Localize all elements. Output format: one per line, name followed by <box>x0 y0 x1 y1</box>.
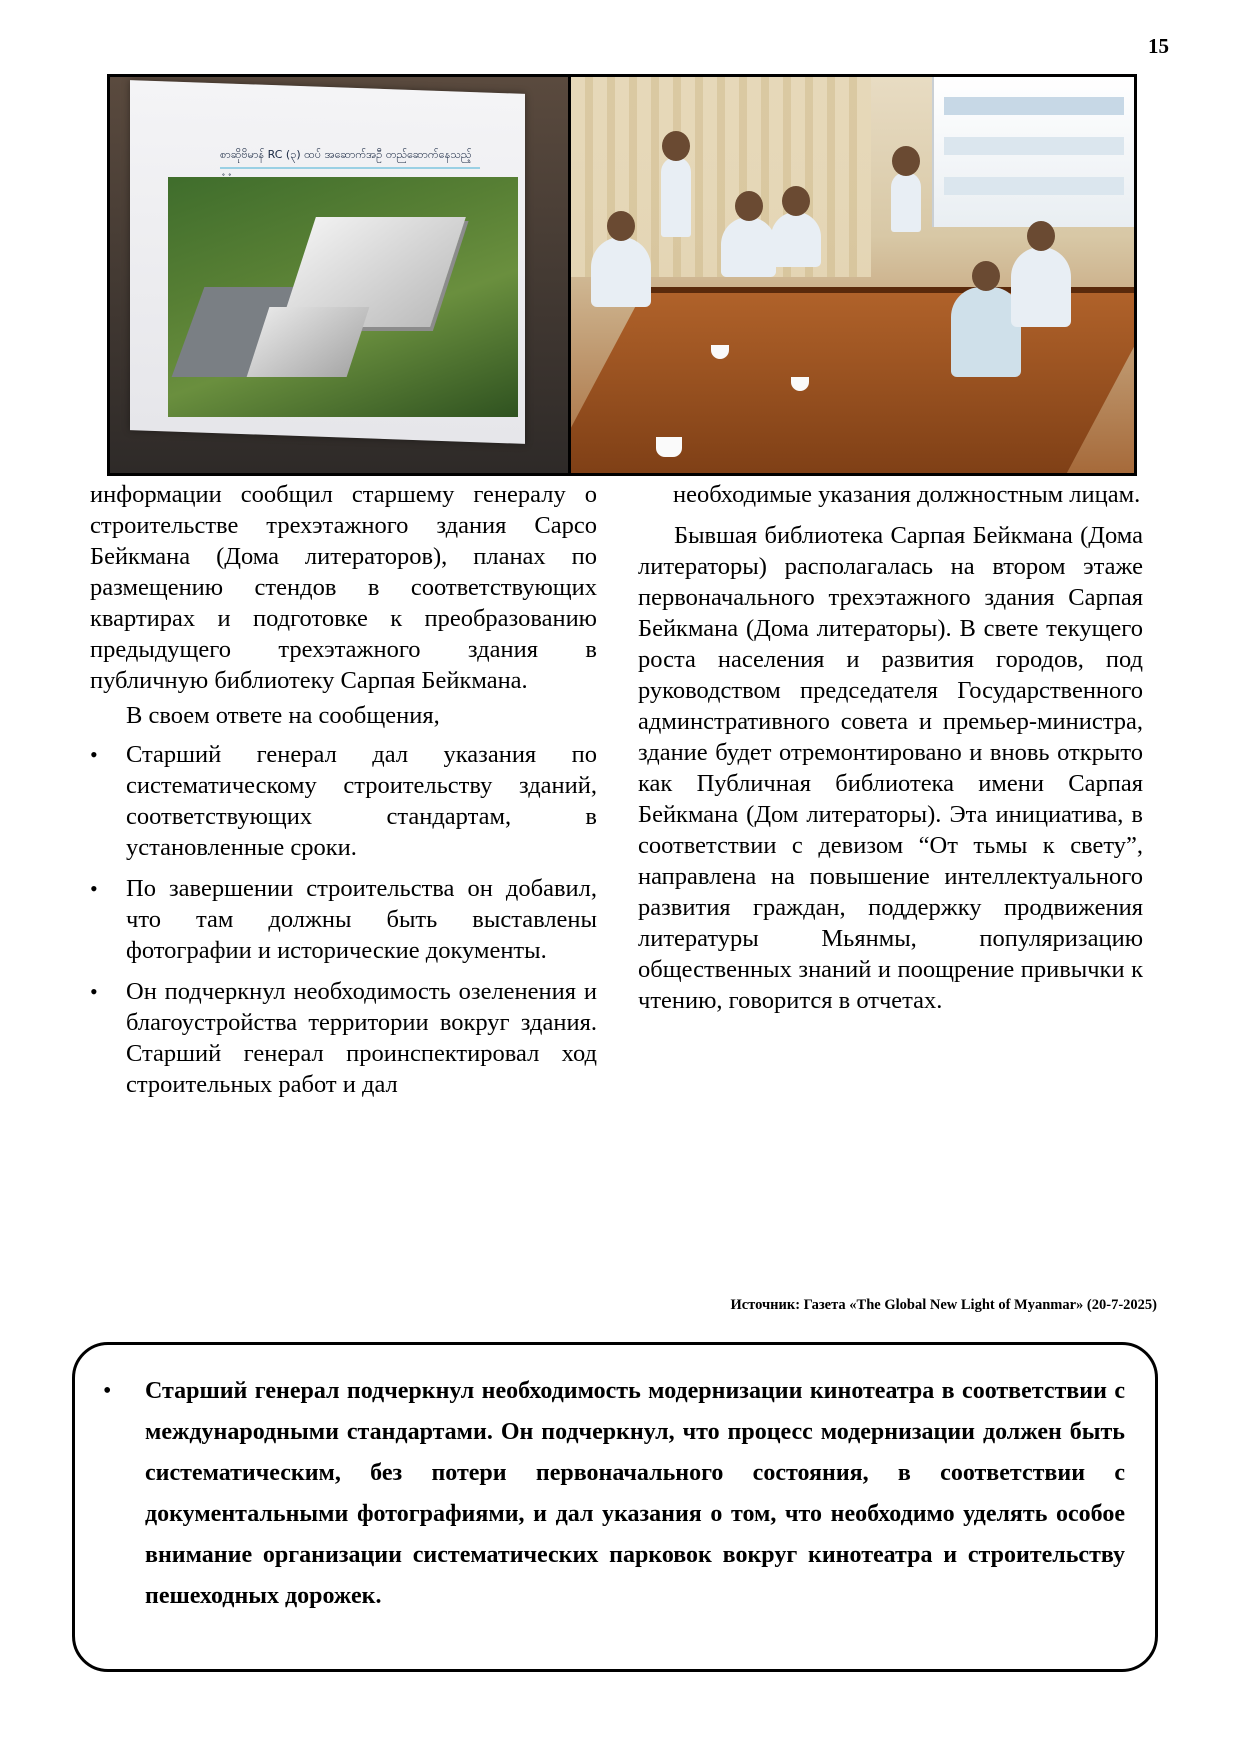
slide-caption: စာဆိုဗိမာန် RC (၃) ထပ် အဆောက်အဦ တည်ဆောက်နေသည့် <box>220 143 480 169</box>
right-column <box>638 479 1143 1016</box>
bullet-icon: • <box>90 876 98 901</box>
callout-text: Старший генерал подчеркнул необходимость модернизации кинотеатра в соответствии с международными стандартами. Он подчеркнул, что процесс модернизации должен быть систематическим, без потери первоначального состояния, в соответствии с документальными фотографиями, и дал указания о том, что необходимо уделять особое внимание организации систематических парковок вокруг кинотеатра и строительству пешеходных дорожек. <box>145 1378 1125 1609</box>
teacup <box>656 437 682 457</box>
list-item-text: По завершении строительства он добавил, что там должны быть выставлены фотографии и исторические документы. <box>126 875 597 964</box>
callout-box <box>72 1342 1158 1672</box>
paragraph: В своем ответе на сообщения, <box>126 702 440 729</box>
person <box>1011 247 1071 327</box>
paragraph: информации сообщил старшему генералу о строительстве трехэтажного здания Сарсо Бейкмана (Дома литераторов), планах по размещению стендов в соответствующих квартирах и подготовке к преобразованию предыдущего трехэтажного здания в публичную библиотеку Сарпая Бейкмана. <box>90 481 597 694</box>
building-wing-shape <box>247 307 370 377</box>
person <box>721 217 776 277</box>
bullet-icon: • <box>103 1378 112 1404</box>
paragraph: Бывшая библиотека Сарпая Бейкмана (Дома литераторы) располагалась на втором этаже первоначального трехэтажного здания Сарпая Бейкмана (Дома литераторы). В свете текущего роста населения и развития городов, под руководством председателя Государственного админстративного совета и премьер-министра, здание будет отремонтировано и вновь открыто как Публичная библиотека имени Сарпая Бейкмана (Дом литераторы). Эта инициатива, в соответствии с девизом “От тьмы к свету”, направлена на повышение интеллектуального развития граждан, поддержку продвижения литературы Мьянмы, популяризацию общественных знаний и поощрение привычки к чтению, говорится в отчетах. <box>638 522 1143 1014</box>
person <box>661 157 691 237</box>
photo-meeting <box>571 77 1134 473</box>
bullet-icon: • <box>90 742 98 767</box>
person <box>771 212 821 267</box>
paragraph-continuation: необходимые указания должностным лицам. <box>673 481 1141 508</box>
building-render-image <box>168 177 518 417</box>
source-citation: Источник: Газета «The Global New Light of Myanmar» (20-7-2025) <box>730 1297 1157 1313</box>
photo-strip <box>107 74 1137 476</box>
list-item <box>90 739 597 863</box>
list-item-text: Он подчеркнул необходимость озеленения и благоустройства территории вокруг здания. Старший генерал проинспектировал ход строительных работ и дал <box>126 978 597 1098</box>
list-item <box>90 873 597 966</box>
list-item <box>90 976 597 1100</box>
bullet-list <box>90 739 597 1100</box>
left-column <box>90 479 597 1110</box>
person <box>591 237 651 307</box>
list-item-text: Старший генерал дал указания по систематическому строительству зданий, соответствующих стандартам, в установленные сроки. <box>126 741 597 861</box>
page-number: 15 <box>1148 34 1169 58</box>
person <box>891 172 921 232</box>
photo-presentation-screen <box>110 77 568 473</box>
bullet-icon: • <box>90 979 98 1004</box>
display-board <box>932 77 1134 227</box>
